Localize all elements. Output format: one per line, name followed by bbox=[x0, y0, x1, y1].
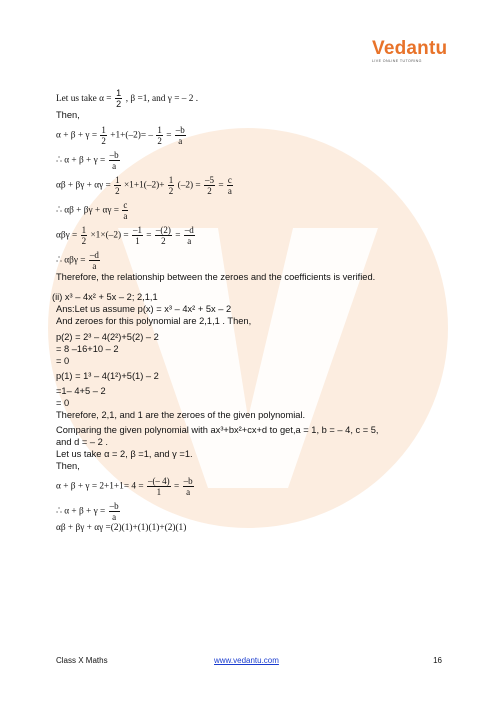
denominator: 2 bbox=[207, 186, 212, 196]
line-p1-result: = 0 bbox=[56, 398, 70, 408]
line-sum-zeroes-2 bbox=[56, 476, 441, 497]
fraction bbox=[109, 150, 120, 171]
line-therefore-sum-2 bbox=[56, 501, 441, 522]
fraction bbox=[184, 225, 195, 246]
numerator: 1 bbox=[116, 88, 122, 98]
denominator: a bbox=[178, 136, 183, 146]
denominator: a bbox=[112, 161, 117, 171]
numerator: –b bbox=[109, 150, 119, 160]
footer-link[interactable]: www.vedantu.com bbox=[214, 656, 279, 665]
logo-wordmark: Vedantu bbox=[372, 38, 448, 59]
line-then: Then, bbox=[56, 110, 80, 120]
fraction bbox=[89, 250, 100, 271]
line-sum-zeroes bbox=[56, 125, 441, 146]
numerator: –5 bbox=[205, 175, 214, 185]
denominator: 2 bbox=[116, 99, 122, 109]
footer-class: Class X Maths bbox=[56, 656, 108, 665]
line-then-2: Then, bbox=[56, 461, 80, 471]
text: = bbox=[146, 230, 152, 241]
line-product-pairs-2: αβ + βγ + αγ =(2)(1)+(1)(1)+(2)(1) bbox=[56, 523, 187, 533]
fraction bbox=[122, 200, 128, 221]
text: ∴ αβ + βγ + αγ = bbox=[56, 205, 120, 216]
line-compare: Comparing the given polynomial with ax³+bx²+cx+d to get,a = 1, b = – 4, c = 5, bbox=[56, 425, 379, 435]
text: Let us take α = bbox=[56, 93, 112, 104]
line-p2-calc: = 8 –16+10 – 2 bbox=[56, 344, 119, 354]
fraction bbox=[81, 225, 88, 246]
page-content bbox=[52, 88, 441, 534]
denominator: 2 bbox=[157, 136, 162, 146]
text: = bbox=[218, 180, 224, 191]
line-p1: p(1) = 1³ – 4(1²)+5(1) – 2 bbox=[56, 371, 159, 381]
denominator: 1 bbox=[156, 487, 162, 497]
line-compare-d: and d = – 2 . bbox=[56, 437, 108, 447]
text: ×1×(–2) = bbox=[90, 230, 129, 241]
fraction bbox=[155, 225, 172, 246]
fraction bbox=[100, 125, 107, 146]
numerator: c bbox=[227, 175, 232, 185]
numerator: 1 bbox=[168, 175, 174, 185]
text: ×1+1(–2)+ bbox=[123, 180, 165, 191]
denominator: 2 bbox=[81, 236, 87, 246]
numerator: 1 bbox=[81, 225, 87, 235]
denominator: a bbox=[187, 236, 192, 246]
line-product-all bbox=[56, 225, 441, 246]
line-let-us-take-2: Let us take α = 2, β =1, and γ =1. bbox=[56, 449, 193, 459]
line-p2: p(2) = 2³ – 4(2²)+5(2) – 2 bbox=[56, 332, 159, 342]
denominator: a bbox=[112, 512, 117, 522]
line-therefore-pairs bbox=[56, 200, 441, 221]
fraction bbox=[227, 175, 233, 196]
line-product-pairs bbox=[56, 175, 441, 196]
vedantu-logo bbox=[372, 38, 452, 63]
fraction bbox=[183, 476, 194, 497]
numerator: 1 bbox=[115, 175, 120, 185]
fraction bbox=[115, 88, 122, 109]
fraction bbox=[147, 476, 171, 497]
line-p2-result: = 0 bbox=[56, 356, 70, 366]
text: αβγ = bbox=[56, 230, 78, 241]
page-number: 16 bbox=[433, 656, 442, 665]
denominator: a bbox=[227, 186, 232, 196]
denominator: 1 bbox=[135, 236, 140, 246]
numerator: –1 bbox=[132, 225, 142, 235]
numerator: –b bbox=[175, 125, 185, 135]
fraction bbox=[109, 501, 120, 522]
fraction bbox=[132, 225, 143, 246]
text: α + β + γ = 2+1+1= 4 = bbox=[56, 481, 144, 492]
numerator: –b bbox=[183, 476, 193, 486]
line-therefore-zeroes: Therefore, 2,1, and 1 are the zeroes of the given polynomial. bbox=[56, 410, 306, 420]
numerator: 1 bbox=[157, 125, 162, 135]
numerator: –d bbox=[89, 250, 99, 260]
line-let-us-take bbox=[56, 88, 441, 109]
denominator: a bbox=[92, 261, 97, 271]
text: ∴ α + β + γ = bbox=[56, 155, 106, 166]
text: , β =1, and γ = – 2 . bbox=[125, 93, 199, 104]
line-therefore-sum bbox=[56, 150, 441, 171]
numerator: –(2) bbox=[155, 225, 171, 235]
denominator: 2 bbox=[101, 136, 106, 146]
fraction bbox=[156, 125, 163, 146]
text: = bbox=[175, 230, 181, 241]
fraction bbox=[114, 175, 121, 196]
text: (–2) = bbox=[177, 180, 201, 191]
text: = bbox=[166, 130, 172, 141]
text: αβ + βγ + αγ = bbox=[56, 180, 111, 191]
numerator: –d bbox=[184, 225, 194, 235]
numerator: 1 bbox=[101, 125, 106, 135]
fraction bbox=[204, 175, 215, 196]
line-zeroes: And zeroes for this polynomial are 2,1,1 . Then, bbox=[56, 316, 252, 326]
text: ∴ α + β + γ = bbox=[56, 506, 106, 517]
line-verified: Therefore, the relationship between the zeroes and the coefficients is verified. bbox=[56, 272, 376, 282]
text: +1+(–2)= – bbox=[110, 130, 154, 141]
text: α + β + γ = bbox=[56, 130, 98, 141]
numerator: –(– 4) bbox=[147, 476, 170, 486]
text: ∴ αβγ = bbox=[56, 255, 86, 266]
question-ii: (ii) x³ – 4x² + 5x – 2; 2,1,1 bbox=[52, 292, 158, 302]
line-therefore-product bbox=[56, 250, 441, 271]
logo-tagline: LIVE ONLINE TUTORING bbox=[372, 59, 422, 63]
denominator: 2 bbox=[161, 236, 166, 246]
numerator: –b bbox=[109, 501, 119, 511]
denominator: 2 bbox=[115, 186, 120, 196]
fraction bbox=[175, 125, 186, 146]
denominator: 2 bbox=[168, 186, 174, 196]
text: = bbox=[174, 481, 180, 492]
denominator: a bbox=[186, 487, 191, 497]
denominator: a bbox=[123, 211, 128, 221]
fraction bbox=[168, 175, 175, 196]
numerator: c bbox=[123, 200, 128, 210]
answer-assume: Ans:Let us assume p(x) = x³ – 4x² + 5x – 2 bbox=[56, 304, 232, 314]
line-p1-calc: =1– 4+5 – 2 bbox=[56, 386, 106, 396]
